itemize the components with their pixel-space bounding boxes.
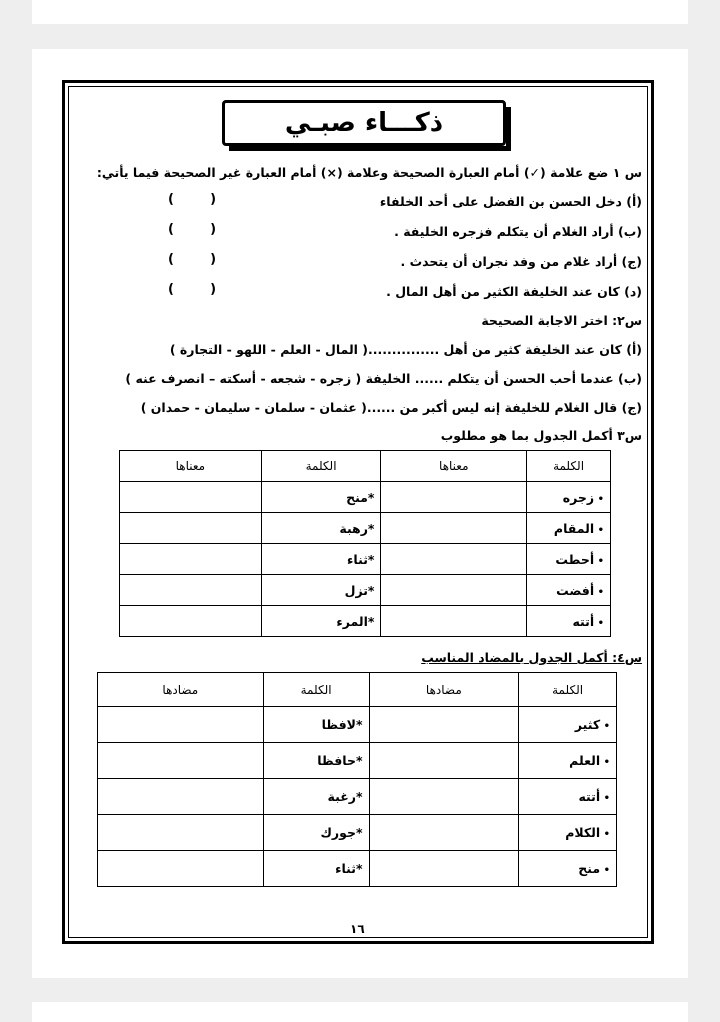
q4-answer-cell[interactable]: [369, 743, 519, 779]
page-title: ذكـــاء صبـي: [284, 108, 444, 138]
q3-answer-cell[interactable]: [120, 606, 262, 637]
q1-answer-b[interactable]: ( ): [168, 222, 217, 237]
q3-word: • أفضت: [527, 575, 611, 606]
q4-word: *ثناء: [263, 851, 369, 887]
table-row: [120, 606, 611, 637]
table-row: [98, 707, 617, 743]
q1-item-c: (ج) أراد غلام من وفد نجران أن يتحدث .: [400, 254, 642, 269]
q4-word: *حافظا: [263, 743, 369, 779]
q4-answer-cell[interactable]: [98, 779, 264, 815]
q3-answer-cell[interactable]: [381, 575, 527, 606]
q3-header-word: الكلمة: [261, 451, 381, 482]
table-row: [120, 575, 611, 606]
table-row: [120, 544, 611, 575]
q3-answer-cell[interactable]: [120, 513, 262, 544]
q3-prompt: س٣ أكمل الجدول بما هو مطلوب: [440, 428, 642, 443]
q4-header-antonym: مضادها: [98, 673, 264, 707]
q3-header-word: الكلمة: [527, 451, 611, 482]
table-row: [98, 815, 617, 851]
q4-word: • كثير: [519, 707, 617, 743]
q3-answer-cell[interactable]: [381, 513, 527, 544]
table-row: [120, 482, 611, 513]
q4-answer-cell[interactable]: [98, 815, 264, 851]
q4-answer-cell[interactable]: [369, 815, 519, 851]
q1-answer-c[interactable]: ( ): [168, 252, 217, 267]
q3-word: *رهبة: [261, 513, 381, 544]
q1-item-a: (أ) دخل الحسن بن الفضل على أحد الخلفاء: [379, 194, 642, 209]
next-page-edge: [32, 1002, 688, 1022]
q4-answer-cell[interactable]: [98, 743, 264, 779]
q4-word: • أتته: [519, 779, 617, 815]
q3-answer-cell[interactable]: [381, 544, 527, 575]
q3-answer-cell[interactable]: [381, 482, 527, 513]
q4-answer-cell[interactable]: [369, 779, 519, 815]
q4-prompt: س٤: أكمل الجدول بالمضاد المناسب: [421, 650, 642, 665]
q1-answer-a[interactable]: ( ): [168, 192, 217, 207]
q4-word: • منح: [519, 851, 617, 887]
q2-item-c: (ج) قال الغلام للخليفة إنه ليس أكبر من ......( عثمان - سلمان - سليمان - حمدان ): [140, 400, 642, 415]
q3-table: [119, 450, 611, 637]
q2-item-b: (ب) عندما أحب الحسن أن يتكلم ...... الخليفة ( زجره - شجعه - أسكته – انصرف عنه ): [125, 371, 642, 386]
q3-word: • زجره: [527, 482, 611, 513]
q4-answer-cell[interactable]: [98, 707, 264, 743]
previous-page-edge: [32, 0, 688, 24]
table-row: [120, 513, 611, 544]
q4-table: [97, 672, 617, 887]
q3-answer-cell[interactable]: [120, 544, 262, 575]
q4-word: *رغبة: [263, 779, 369, 815]
page-number: ١٦: [350, 922, 365, 936]
q3-header-meaning: معناها: [120, 451, 262, 482]
q4-header-word: الكلمة: [263, 673, 369, 707]
q1-item-b: (ب) أراد الغلام أن يتكلم فزجره الخليفة .: [394, 224, 642, 239]
q3-word: *ثناء: [261, 544, 381, 575]
q4-answer-cell[interactable]: [369, 851, 519, 887]
q4-header-antonym: مضادها: [369, 673, 519, 707]
q1-item-d: (د) كان عند الخليفة الكثير من أهل المال .: [386, 284, 642, 299]
table-row: [98, 743, 617, 779]
q4-answer-cell[interactable]: [369, 707, 519, 743]
q4-word: *جورك: [263, 815, 369, 851]
q3-word: *المرء: [261, 606, 381, 637]
q3-word: *تزل: [261, 575, 381, 606]
title-banner: [222, 100, 506, 146]
q2-item-a: (أ) كان عند الخليفة كثير من أهل ...............( المال - العلم - اللهو - التجارة ): [169, 342, 642, 357]
q3-answer-cell[interactable]: [381, 606, 527, 637]
q3-word: • أحطت: [527, 544, 611, 575]
table-row: [98, 779, 617, 815]
q2-prompt: س٢: اختر الاجابة الصحيحة: [481, 313, 642, 328]
q3-header-meaning: معناها: [381, 451, 527, 482]
q4-word: • الكلام: [519, 815, 617, 851]
q4-word: • العلم: [519, 743, 617, 779]
q4-answer-cell[interactable]: [98, 851, 264, 887]
table-row: [98, 851, 617, 887]
q4-word: *لافظا: [263, 707, 369, 743]
q3-answer-cell[interactable]: [120, 482, 262, 513]
q1-answer-d[interactable]: ( ): [168, 282, 217, 297]
q3-answer-cell[interactable]: [120, 575, 262, 606]
q1-prompt: س ١ ضع علامة (✓) أمام العبارة الصحيحة وعلامة (×) أمام العبارة غير الصحيحة فيما يأتي:: [96, 165, 642, 180]
q3-word: *منح: [261, 482, 381, 513]
q4-header-word: الكلمة: [519, 673, 617, 707]
q3-word: • أتته: [527, 606, 611, 637]
q3-word: • المقام: [527, 513, 611, 544]
